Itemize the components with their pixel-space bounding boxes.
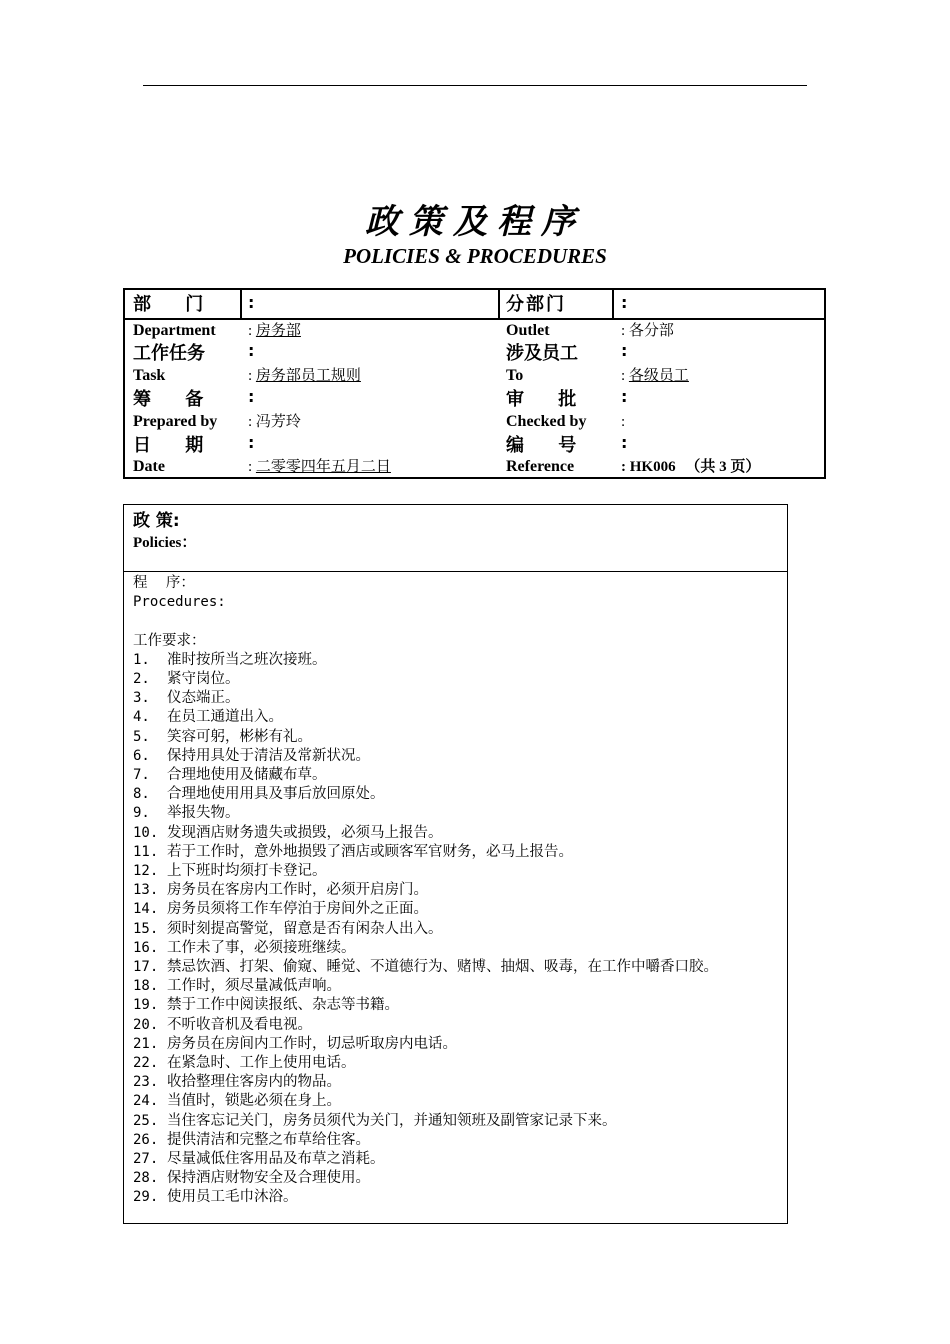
rule-item: [133, 708, 783, 727]
rule-number: 11.: [133, 843, 159, 860]
task-value: 房务部员工规则: [255, 368, 361, 384]
colon: :: [621, 433, 628, 452]
colon: :: [248, 433, 255, 452]
rule-item: [133, 900, 783, 919]
rule-number: 15.: [133, 920, 159, 937]
divider: [498, 290, 500, 318]
rule-number: 20.: [133, 1016, 159, 1033]
rule-text: 禁于工作中阅读报纸、杂志等书籍。: [167, 997, 399, 1014]
rule-text: 当住客忘记关门，房务员须代为关门，并通知领班及副管家记录下来。: [167, 1112, 617, 1129]
rule-number: 26.: [133, 1131, 159, 1148]
rule-text: 举报失物。: [167, 805, 240, 822]
rule-number: 4.: [133, 709, 150, 726]
procedures-label-en: Procedures:: [133, 594, 226, 611]
rule-item: [133, 728, 783, 747]
rule-text: 尽量减低住客用品及布草之消耗。: [167, 1151, 385, 1168]
colon: :: [621, 323, 626, 339]
rule-text: 上下班时均须打卡登记。: [167, 863, 327, 880]
rule-item: [133, 1112, 783, 1131]
rule-text: 当值时，锁匙必须在身上。: [167, 1093, 341, 1110]
divider: [612, 290, 614, 318]
rule-text: 准时按所当之班次接班。: [167, 651, 327, 668]
rule-text: 合理地使用及储藏布草。: [167, 767, 327, 784]
rule-text: 工作时，须尽量减低声响。: [167, 978, 341, 995]
prepared-label-cn: 筹 备: [133, 389, 218, 410]
rule-item: [133, 1054, 783, 1073]
rule-item: [133, 1188, 783, 1207]
rule-item: [133, 1131, 783, 1150]
rule-number: 27.: [133, 1151, 159, 1168]
rule-item: [133, 689, 783, 708]
rule-text: 笑容可躬，彬彬有礼。: [167, 728, 312, 745]
outlet-label-en: Outlet: [506, 322, 550, 339]
rule-item: [133, 670, 783, 689]
rule-number: 9.: [133, 805, 150, 822]
rule-text: 须时刻提高警觉，留意是否有闲杂人出入。: [167, 920, 443, 937]
rule-text: 仪态端正。: [167, 690, 240, 707]
prepared-value: 冯芳玲: [255, 414, 301, 430]
policies-section: [124, 505, 787, 572]
requirements-heading: 工作要求：: [133, 632, 206, 649]
header-rule: [143, 85, 807, 86]
rule-item: [133, 1035, 783, 1054]
rule-text: 在员工通道出入。: [167, 709, 283, 726]
rule-item: [133, 804, 783, 823]
rule-item: [133, 1073, 783, 1092]
rule-text: 收拾整理住客房内的物品。: [167, 1074, 341, 1091]
task-label-cn: 工作任务: [133, 343, 205, 364]
rule-text: 房务员在客房内工作时，必须开启房门。: [167, 882, 428, 899]
rule-number: 3.: [133, 690, 150, 707]
rule-number: 24.: [133, 1093, 159, 1110]
colon: :: [621, 341, 628, 360]
reference-code: HK006: [629, 459, 676, 475]
rule-number: 19.: [133, 997, 159, 1014]
colon: :: [248, 323, 253, 339]
rule-item: [133, 1150, 783, 1169]
rule-text: 提供清洁和完整之布草给住客。: [167, 1131, 370, 1148]
rule-item: [133, 881, 783, 900]
reference-label-en: Reference: [506, 458, 575, 475]
rule-item: [133, 843, 783, 862]
rule-number: 7.: [133, 767, 150, 784]
rule-text: 禁忌饮酒、打架、偷窥、睡觉、不道德行为、赌博、抽烟、吸毒，在工作中嚼香口胶。: [167, 959, 718, 976]
rule-text: 不听收音机及看电视。: [167, 1016, 312, 1033]
colon: :: [621, 387, 628, 406]
outlet-label-cn: 分部门: [506, 294, 566, 315]
rule-item: [133, 920, 783, 939]
date-label-en: Date: [133, 458, 165, 475]
rule-item: [133, 1016, 783, 1035]
colon: :: [248, 414, 253, 430]
rule-number: 12.: [133, 863, 159, 880]
rule-item: [133, 1092, 783, 1111]
department-label-cn: 部 门: [133, 294, 218, 315]
rule-text: 房务员在房间内工作时，切忌听取房内电话。: [167, 1035, 457, 1052]
divider: [240, 290, 242, 318]
colon: :: [621, 459, 626, 475]
rule-item: [133, 958, 783, 977]
checked-label-en: Checked by: [506, 413, 587, 430]
rule-text: 发现酒店财务遗失或损毁，必须马上报告。: [167, 824, 443, 841]
colon: :: [248, 387, 255, 406]
rule-item: [133, 939, 783, 958]
rule-number: 2.: [133, 671, 150, 687]
info-table: [123, 288, 826, 479]
rule-number: 6.: [133, 747, 150, 764]
rule-number: 8.: [133, 786, 150, 803]
title-chinese: 政策及程序: [365, 202, 585, 242]
rule-number: 16.: [133, 939, 159, 956]
to-label-en: To: [506, 367, 524, 384]
procedures-label-cn: 程 序：: [133, 575, 195, 591]
rule-text: 在紧急时、工作上使用电话。: [167, 1055, 356, 1072]
colon: :: [621, 293, 628, 312]
rules-list: [133, 651, 783, 1208]
colon: :: [621, 414, 626, 430]
rule-item: [133, 747, 783, 766]
rule-number: 23.: [133, 1074, 159, 1091]
policies-label-cn: 政 策:: [133, 511, 180, 531]
rule-item: [133, 824, 783, 843]
rule-number: 5.: [133, 728, 150, 745]
task-label-en: Task: [133, 367, 166, 384]
rule-number: 14.: [133, 901, 159, 918]
rule-number: 17.: [133, 959, 159, 976]
rule-item: [133, 1169, 783, 1188]
rule-item: [133, 862, 783, 881]
procedures-section: [133, 574, 783, 1208]
rule-number: 21.: [133, 1035, 159, 1052]
rule-item: [133, 785, 783, 804]
rule-number: 22.: [133, 1055, 159, 1072]
content-box: [123, 504, 788, 1224]
rule-number: 28.: [133, 1170, 159, 1187]
date-value: 二零零四年五月二日: [255, 459, 391, 475]
rule-text: 保持用具处于清洁及常新状况。: [167, 747, 370, 764]
rule-text: 房务员须将工作车停泊于房间外之正面。: [167, 901, 428, 918]
rule-item: [133, 996, 783, 1015]
rule-text: 若于工作时，意外地损毁了酒店或顾客军官财务，必马上报告。: [167, 843, 573, 860]
outlet-value: 各分部: [628, 323, 674, 339]
rule-number: 1.: [133, 651, 150, 668]
rule-number: 10.: [133, 824, 159, 841]
rule-item: [133, 977, 783, 996]
rule-number: 29.: [133, 1189, 159, 1206]
rule-text: 保持酒店财物安全及合理使用。: [167, 1170, 370, 1187]
rule-text: 合理地使用用具及事后放回原处。: [167, 786, 385, 803]
rule-text: 工作未了事，必须接班继续。: [167, 939, 356, 956]
reference-label-cn: 编 号: [506, 435, 591, 456]
colon: :: [248, 368, 253, 384]
prepared-label-en: Prepared by: [133, 413, 218, 430]
rule-text: 使用员工毛巾沐浴。: [167, 1189, 298, 1206]
to-label-cn: 涉及员工: [506, 343, 578, 364]
colon: :: [621, 368, 626, 384]
info-table-first-row: [125, 290, 824, 320]
department-label-en: Department: [133, 322, 216, 339]
checked-label-cn: 审 批: [506, 389, 591, 410]
colon: :: [248, 293, 255, 312]
rule-number: 13.: [133, 882, 159, 899]
rule-text: 紧守岗位。: [167, 671, 240, 687]
date-label-cn: 日 期: [133, 435, 218, 456]
rule-item: [133, 651, 783, 670]
colon: :: [248, 341, 255, 360]
rule-number: 25.: [133, 1112, 159, 1129]
to-value: 各级员工: [628, 368, 689, 384]
rule-item: [133, 766, 783, 785]
title-english: POLICIES & PROCEDURES: [343, 244, 607, 268]
department-value: 房务部: [255, 323, 301, 339]
rule-number: 18.: [133, 978, 159, 995]
colon: :: [248, 459, 253, 475]
reference-pages: （共 3 页）: [685, 459, 761, 475]
policies-label-en: Policies：: [133, 535, 197, 551]
